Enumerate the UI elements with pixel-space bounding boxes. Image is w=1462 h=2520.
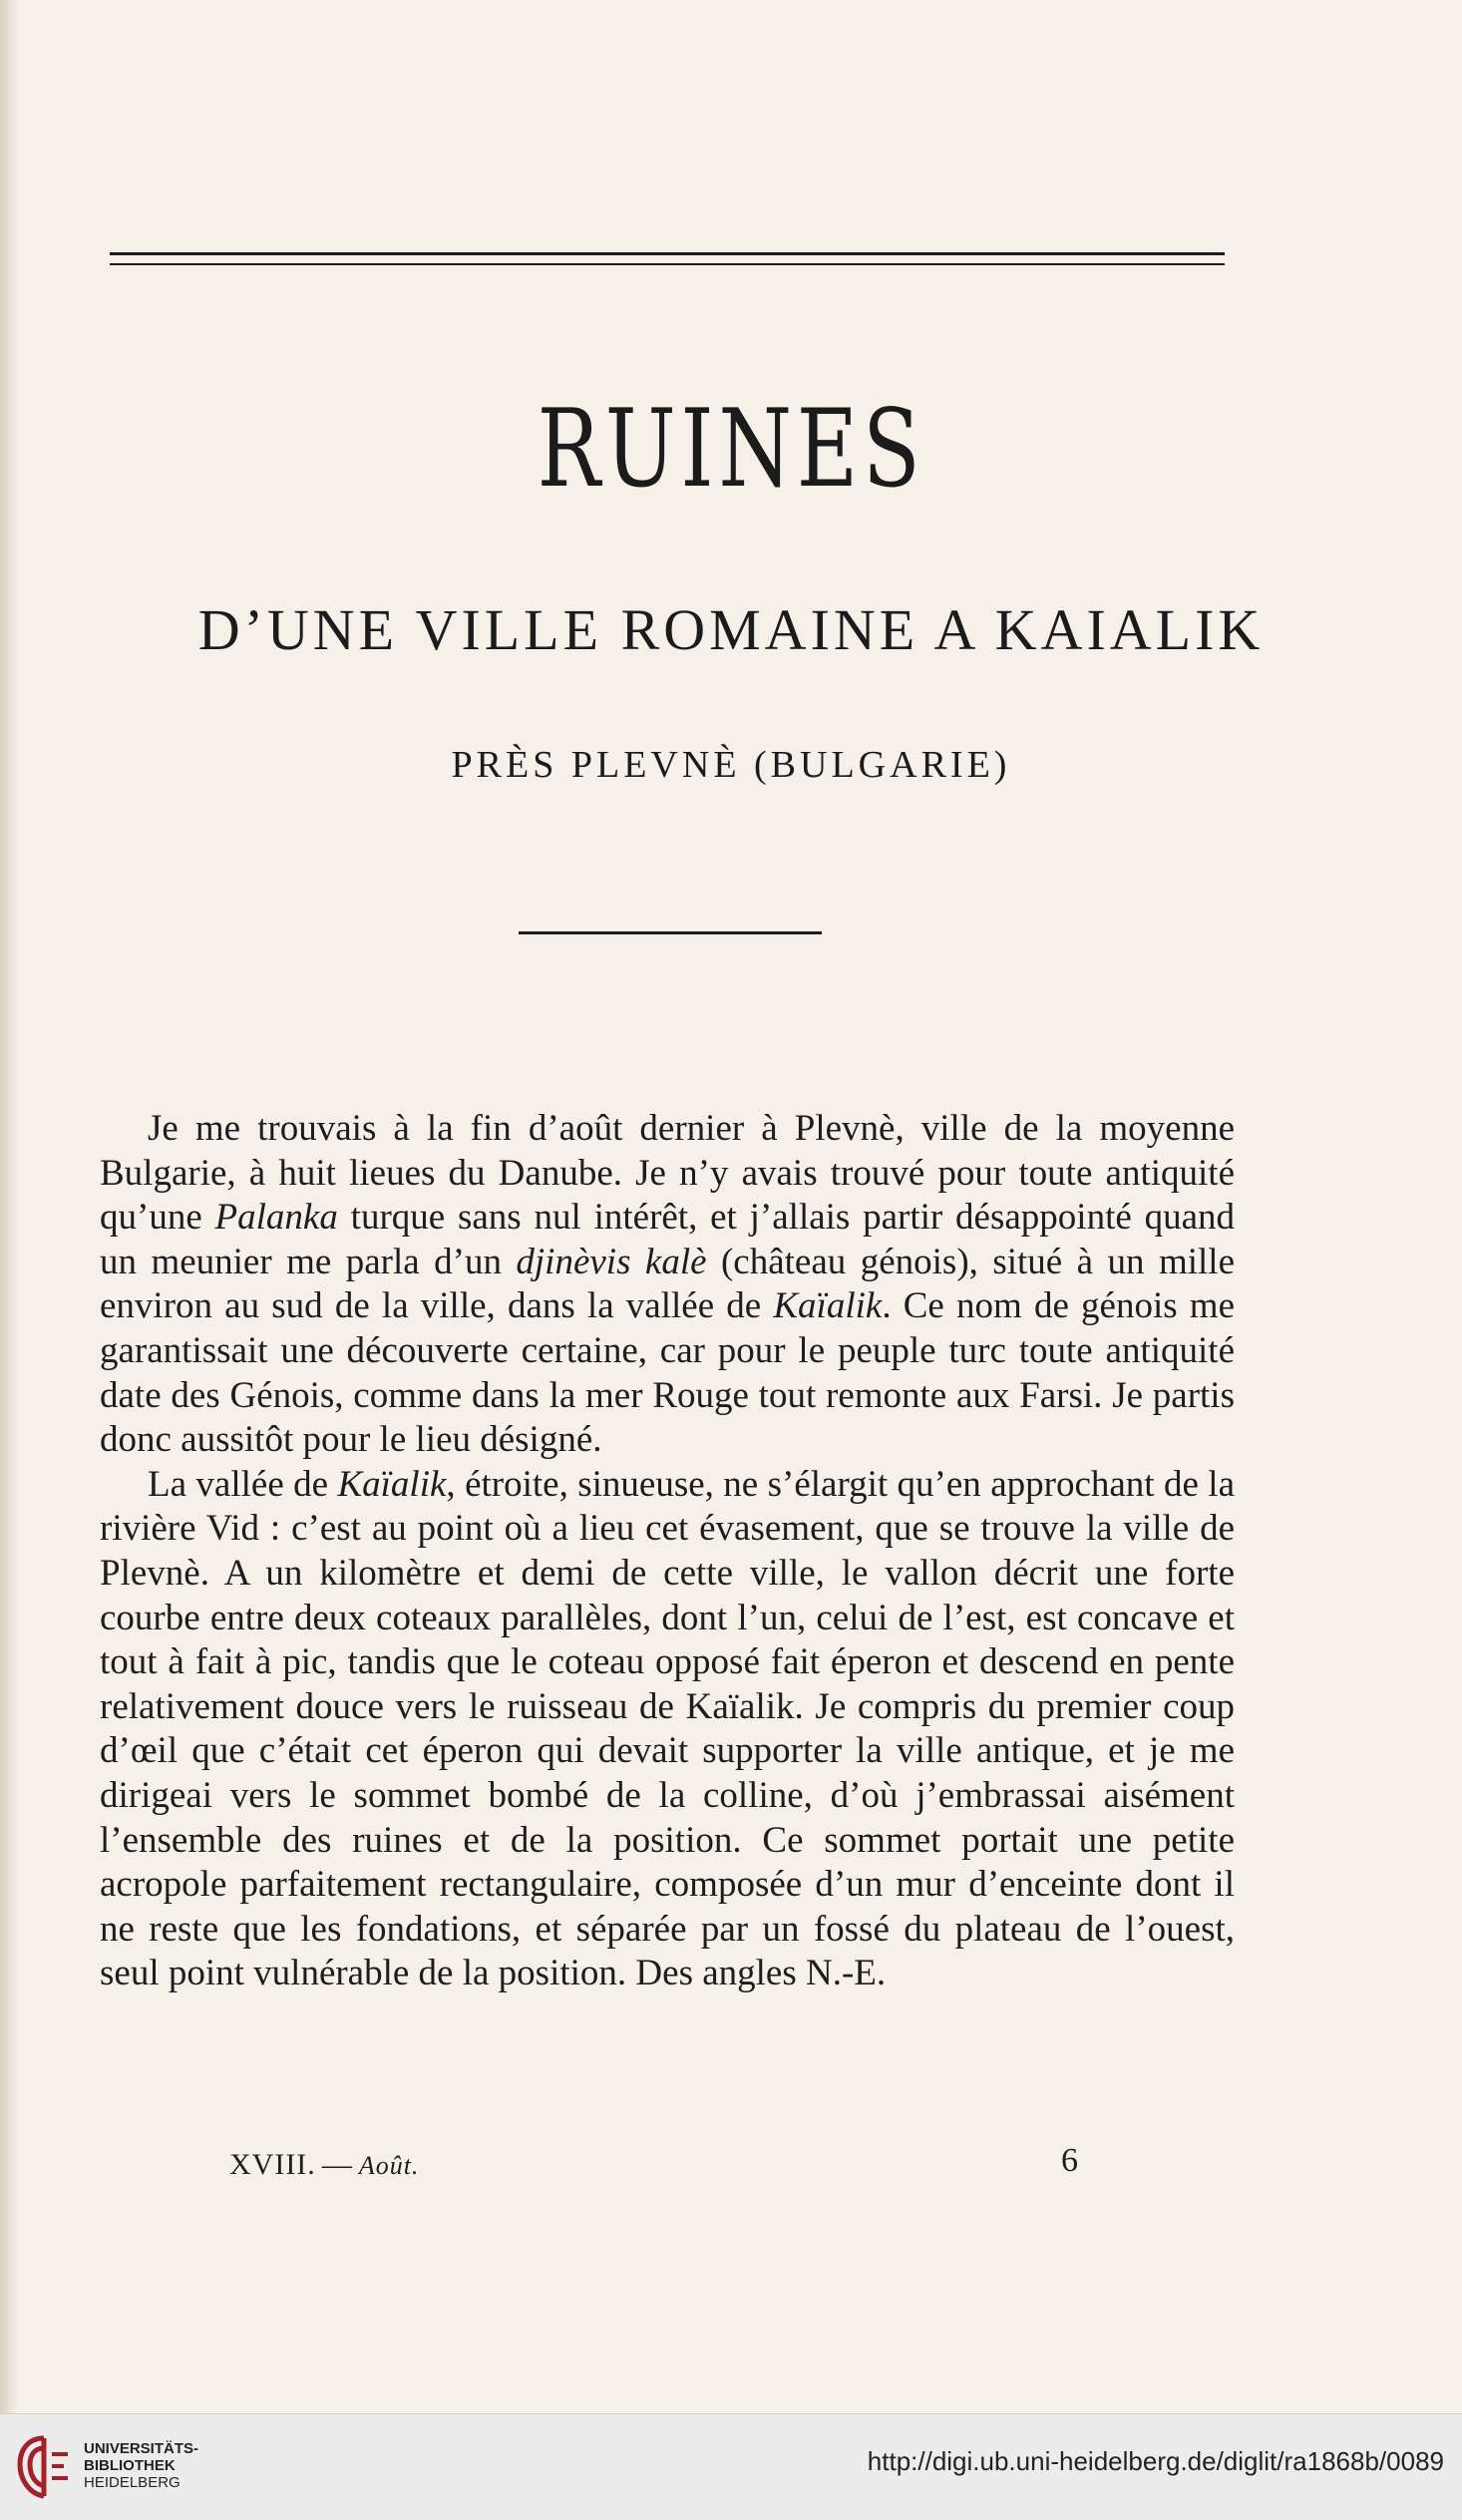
text-run: La vallée de: [148, 1463, 338, 1505]
signature-number: XVIII.: [229, 2148, 316, 2181]
library-banner: [0, 2413, 1462, 2520]
signature-month: Août.: [358, 2151, 420, 2180]
library-name: [84, 2440, 198, 2491]
italic-term: Kaïalik: [337, 1463, 447, 1505]
body-paragraph: [100, 1107, 1235, 1463]
body-paragraph: [100, 1463, 1235, 1996]
double-rule: [110, 252, 1225, 265]
permalink-url[interactable]: http://digi.ub.uni-heidelberg.de/diglit/ra1868b/0089: [867, 2446, 1444, 2476]
text-run: , étroite, sinueuse, ne s’élargit qu’en approchant de la rivière Vid : c’est au point où a lieu cet évasement, que se trouve la ville de Plevnè. A un kilomètre et demi de cette ville, le vallon décrit une forte courbe entre deux coteaux parallèles, dont l’un, celui de l’est, est concave et tout à fait à pic, tandis que le coteau opposé fait éperon et descend en pente relativement douce vers le ruisseau de Kaïalik. Je compris du premier coup d’œil que c’était cet éperon qui devait supporter la ville antique, et je me dirigeai vers le sommet bombé de la colline, d’où j’embrassai aisément l’ensemble des ruines et de la position. Ce sommet portait une petite acropole parfaitement rectangulaire, composée d’un mur d’enceinte dont il ne reste que les fondations, et séparée par un fossé du plateau de l’ouest, seul point vulnérable de la position. Des angles N.-E.: [100, 1463, 1235, 1994]
italic-term: Palanka: [214, 1197, 338, 1239]
library-name-line1: UNIVERSITÄTS-: [84, 2440, 199, 2457]
signature-mark: [229, 2148, 419, 2182]
text-run: turque sans nul intérêt, et j’allais partir désappointé quand un meunier me parla d’un: [100, 1197, 1235, 1282]
sheet-number: 6: [1061, 2142, 1078, 2179]
library-logo-icon: [14, 2434, 74, 2500]
section-rule: [519, 931, 822, 934]
text-run: . Ce nom de génois me garantissait une découverte certaine, car pour le peuple turc toute antiquité date des Génois, comme dans la mer Rouge tout remonte aux Farsi. Je partis donc aussitôt pour le lieu désigné.: [100, 1285, 1235, 1461]
library-name-line3: HEIDELBERG: [84, 2474, 181, 2491]
signature-dash: —: [321, 2148, 353, 2181]
italic-term: djinèvis kalè: [516, 1241, 707, 1282]
article-body: [100, 1107, 1235, 1996]
article-title: RUINES: [537, 387, 925, 512]
italic-term: Kaïalik: [773, 1285, 883, 1327]
library-name-line2: BIBLIOTHEK: [84, 2457, 176, 2474]
text-run: (château génois), situé à un mille environ au sud de la ville, dans la vallée de: [100, 1241, 1235, 1327]
article-location: PRÈS PLEVNÈ (BULGARIE): [451, 744, 1011, 786]
article-subtitle: D’UNE VILLE ROMAINE A KAIALIK: [197, 597, 1265, 662]
text-run: Je me trouvais à la fin d’août dernier à Plevnè, ville de la moyenne Bulgarie, à huit lieues du Danube. Je n’y avais trouvé pour toute antiquité qu’une: [100, 1108, 1235, 1239]
